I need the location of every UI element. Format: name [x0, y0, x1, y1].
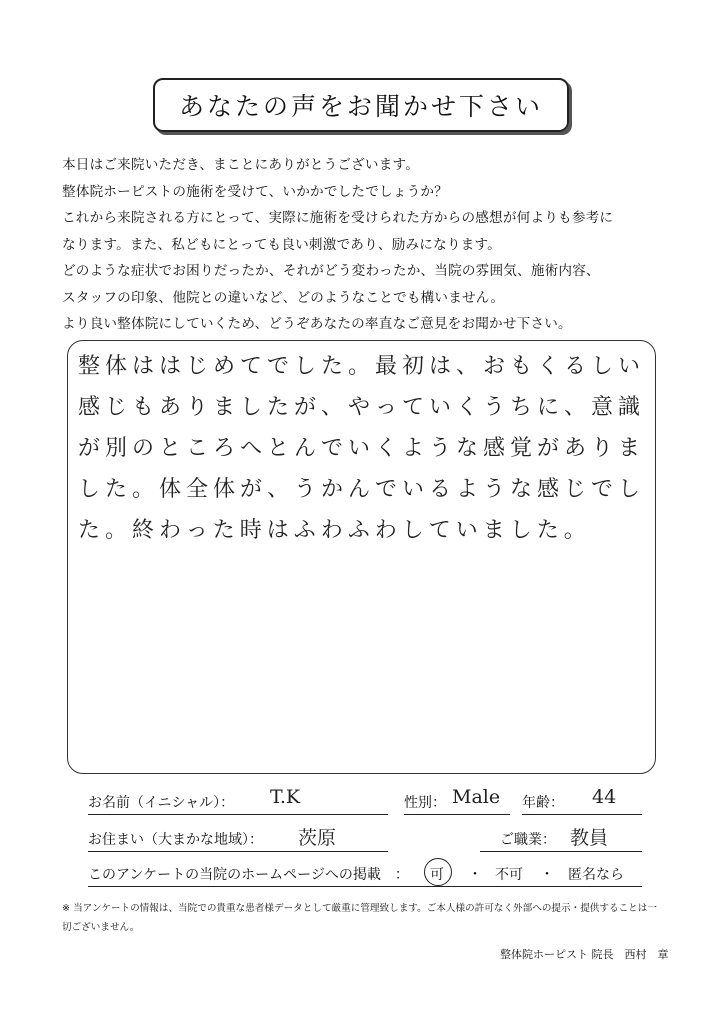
testimonial-text: 整体ははじめてでした。最初は、おもくるしい感じもありましたが、やっていくうちに、意識が別のところへとんでいくような感覚がありました。体全体が、うかんでいるような感じでした。終わった時はふわふわしていました。 — [78, 354, 646, 543]
gender-underline — [404, 814, 510, 815]
intro-line: スタッフの印象、他院との違いなど、どのようなことでも構いません。 — [62, 289, 505, 306]
name-label: お名前（イニシャル）： — [88, 795, 235, 811]
job-underline — [480, 851, 642, 852]
job-value: 教員 — [570, 827, 609, 849]
gender-label: 性別： — [404, 795, 446, 811]
gender-value: Male — [452, 786, 501, 808]
intro-text — [62, 152, 682, 338]
age-underline — [522, 814, 642, 815]
clinic-signature: 整体院ホーピスト 院長 西村 章 — [500, 948, 669, 961]
intro-line: より良い整体院にしていくため、どうぞあなたの率直なご意見をお聞かせ下さい。 — [62, 316, 572, 332]
intro-line: 整体院ホーピストの施術を受けて、いかかでしたでしょうか？ — [62, 183, 448, 200]
area-label: お住まい（大まかな地域）： — [88, 832, 263, 848]
intro-line: なります。また、私どもにとっても良い刺激であり、励みになります。 — [62, 236, 501, 253]
age-value: 44 — [592, 786, 617, 808]
option-anonymous[interactable]: 匿名なら — [568, 867, 624, 883]
job-label: ご職業： — [500, 832, 556, 848]
privacy-note: ※ 当アンケートの情報は、当院での貴重な患者様データとして厳重に管理致します。ご本人様の許可なく外部への提示・提供することは一切ございません。 — [62, 903, 657, 933]
area-value: 茨原 — [298, 827, 337, 849]
publish-label: このアンケートの当院のホームページへの掲載 ： — [88, 867, 409, 883]
option-yes[interactable]: 可 — [430, 867, 444, 883]
area-underline — [88, 851, 388, 852]
intro-line: どのような症状でお困りだったか、それがどう変わったか、当院の雰囲気、施術内容、 — [62, 263, 600, 279]
page-title: あなたの声をお聞かせ下さい — [153, 78, 569, 132]
name-underline — [88, 814, 388, 815]
publish-underline — [88, 886, 642, 887]
name-value: T.K — [270, 786, 301, 808]
separator-dot: ・ — [540, 867, 554, 883]
intro-line: 本日はご来院いただき、まことにありがとうございます。 — [62, 157, 420, 173]
separator-dot: ・ — [468, 867, 482, 883]
option-no[interactable]: 不可 — [495, 867, 523, 883]
testimonial-box — [67, 340, 656, 774]
intro-line: これから来院される方にとって、実際に施術を受けられた方からの感想が何よりも参考に — [62, 210, 614, 226]
age-label: 年齢： — [522, 795, 564, 811]
